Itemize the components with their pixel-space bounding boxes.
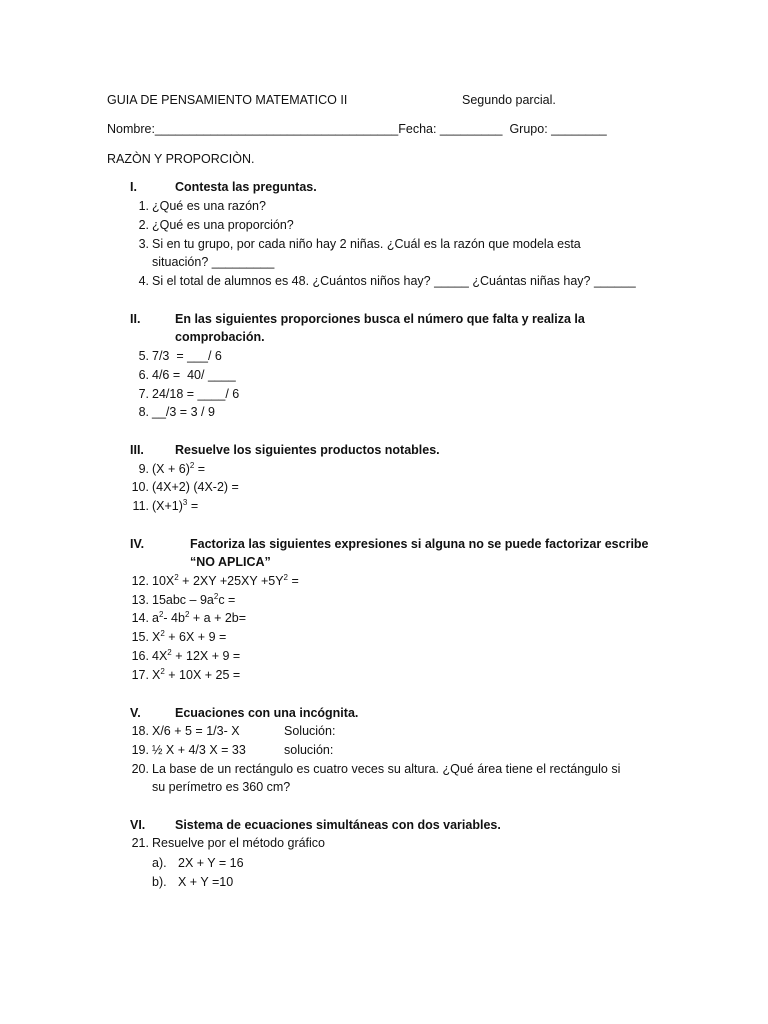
section-2-title-continuation: comprobación. xyxy=(175,330,265,344)
item-19-number: 19. xyxy=(131,743,149,757)
item-20-number: 20. xyxy=(131,762,149,776)
item-14-number: 14. xyxy=(131,611,149,625)
section-2-numeral: II. xyxy=(130,312,141,326)
item-21b-label: b). xyxy=(152,875,167,889)
section-5-numeral: V. xyxy=(130,706,141,720)
item-11-text: $(X+1)^3$ = xyxy=(152,497,199,513)
item-20-text: La base de un rectángulo es cuatro veces su altura. ¿Qué área tiene el rectángulo si xyxy=(152,762,621,776)
item-21-number: 21. xyxy=(131,836,149,850)
item-7-number: 7. xyxy=(138,387,149,401)
item-16-number: 16. xyxy=(131,649,149,663)
item-20-continuation: su perímetro es 360 cm? xyxy=(152,780,291,794)
item-12-text: $10X^2 + 2XY +25XY +5Y^2$ = xyxy=(152,572,299,588)
item-16-text: $4X^2 + 12X + 9$ = xyxy=(152,647,241,663)
partial-label: Segundo parcial. xyxy=(462,93,556,107)
section-5-title: Ecuaciones con una incógnita. xyxy=(175,706,359,720)
section-3-numeral: III. xyxy=(130,443,144,457)
item-7-text: 24/18 = ____/ 6 xyxy=(152,387,240,401)
item-3-continuation: situación? _________ xyxy=(152,255,275,269)
item-10-text: (4X+2) (4X-2) = xyxy=(152,480,239,494)
section-4-numeral: IV. xyxy=(130,537,145,551)
item-18-number: 18. xyxy=(131,724,149,738)
item-12-number: 12. xyxy=(131,574,149,588)
item-21b-text: X + Y =10 xyxy=(178,875,234,889)
item-17-number: 17. xyxy=(131,668,149,682)
section-6-title: Sistema de ecuaciones simultáneas con dos variables. xyxy=(175,818,501,832)
item-21a-label: a). xyxy=(152,856,167,870)
item-1-number: 1. xyxy=(138,199,149,213)
section-2-title: En las siguientes proporciones busca el número que falta y realiza la xyxy=(175,312,585,326)
item-3-number: 3. xyxy=(138,237,149,251)
section-4-title: Factoriza las siguientes expresiones si alguna no se puede factorizar escribe xyxy=(190,537,649,551)
item-2-number: 2. xyxy=(138,218,149,232)
item-9-text: $(X + 6)^2$ = xyxy=(152,460,206,476)
item-5-number: 5. xyxy=(138,349,149,363)
item-15-text: $X^2 + 6X + 9$ = xyxy=(152,628,227,644)
section-4-title-continuation: “NO APLICA” xyxy=(190,555,271,569)
item-8-number: 8. xyxy=(138,405,149,419)
item-8-text: __/3 = 3 / 9 xyxy=(152,405,215,419)
section-6-numeral: VI. xyxy=(130,818,146,832)
item-15-number: 15. xyxy=(131,630,149,644)
item-21-text: Resuelve por el método gráfico xyxy=(152,836,326,850)
item-1-text: ¿Qué es una razón? xyxy=(152,199,266,213)
item-3-text: Si en tu grupo, por cada niño hay 2 niñas. ¿Cuál es la razón que modela esta xyxy=(152,237,581,251)
item-5-text: 7/3 = ___/ 6 xyxy=(152,349,222,363)
section-1-title: Contesta las preguntas. xyxy=(175,180,317,194)
item-6-number: 6. xyxy=(138,368,149,382)
item-6-text: 4/6 = 40/ ____ xyxy=(152,368,236,382)
item-14-text: $a^2-$ $4b^2 + a + 2b=$ xyxy=(152,609,247,625)
item-18-solution-label: Solución: xyxy=(284,724,336,738)
item-9-number: 9. xyxy=(138,462,149,476)
section-3-title: Resuelve los siguientes productos notables. xyxy=(175,443,440,457)
item-2-text: ¿Qué es una proporción? xyxy=(152,218,294,232)
section-1-numeral: I. xyxy=(130,180,137,194)
worksheet-title: GUIA DE PENSAMIENTO MATEMATICO II xyxy=(107,93,348,107)
item-17-text: $X^2 + 10X + 25$ = xyxy=(152,666,241,682)
item-13-number: 13. xyxy=(131,593,149,607)
student-info-line: Nombre:___________________________________Fecha: _________ Grupo: ________ xyxy=(107,122,607,136)
item-19-text: ½ X + 4/3 X = 33 xyxy=(152,743,246,757)
topic-heading: RAZÒN Y PROPORCIÒN. xyxy=(107,152,255,166)
item-4-text: Si el total de alumnos es 48. ¿Cuántos niños hay? _____ ¿Cuántas niñas hay? ______ xyxy=(152,274,636,288)
item-4-number: 4. xyxy=(138,274,149,288)
item-10-number: 10. xyxy=(131,480,149,494)
item-11-number: 11. xyxy=(132,499,149,513)
item-19-solution-label: solución: xyxy=(284,743,334,757)
item-13-text: $15abc - 9a^2c$ = xyxy=(152,591,236,607)
item-18-text: X/6 + 5 = 1/3- X xyxy=(152,724,240,738)
item-21a-text: 2X + Y = 16 xyxy=(178,856,244,870)
